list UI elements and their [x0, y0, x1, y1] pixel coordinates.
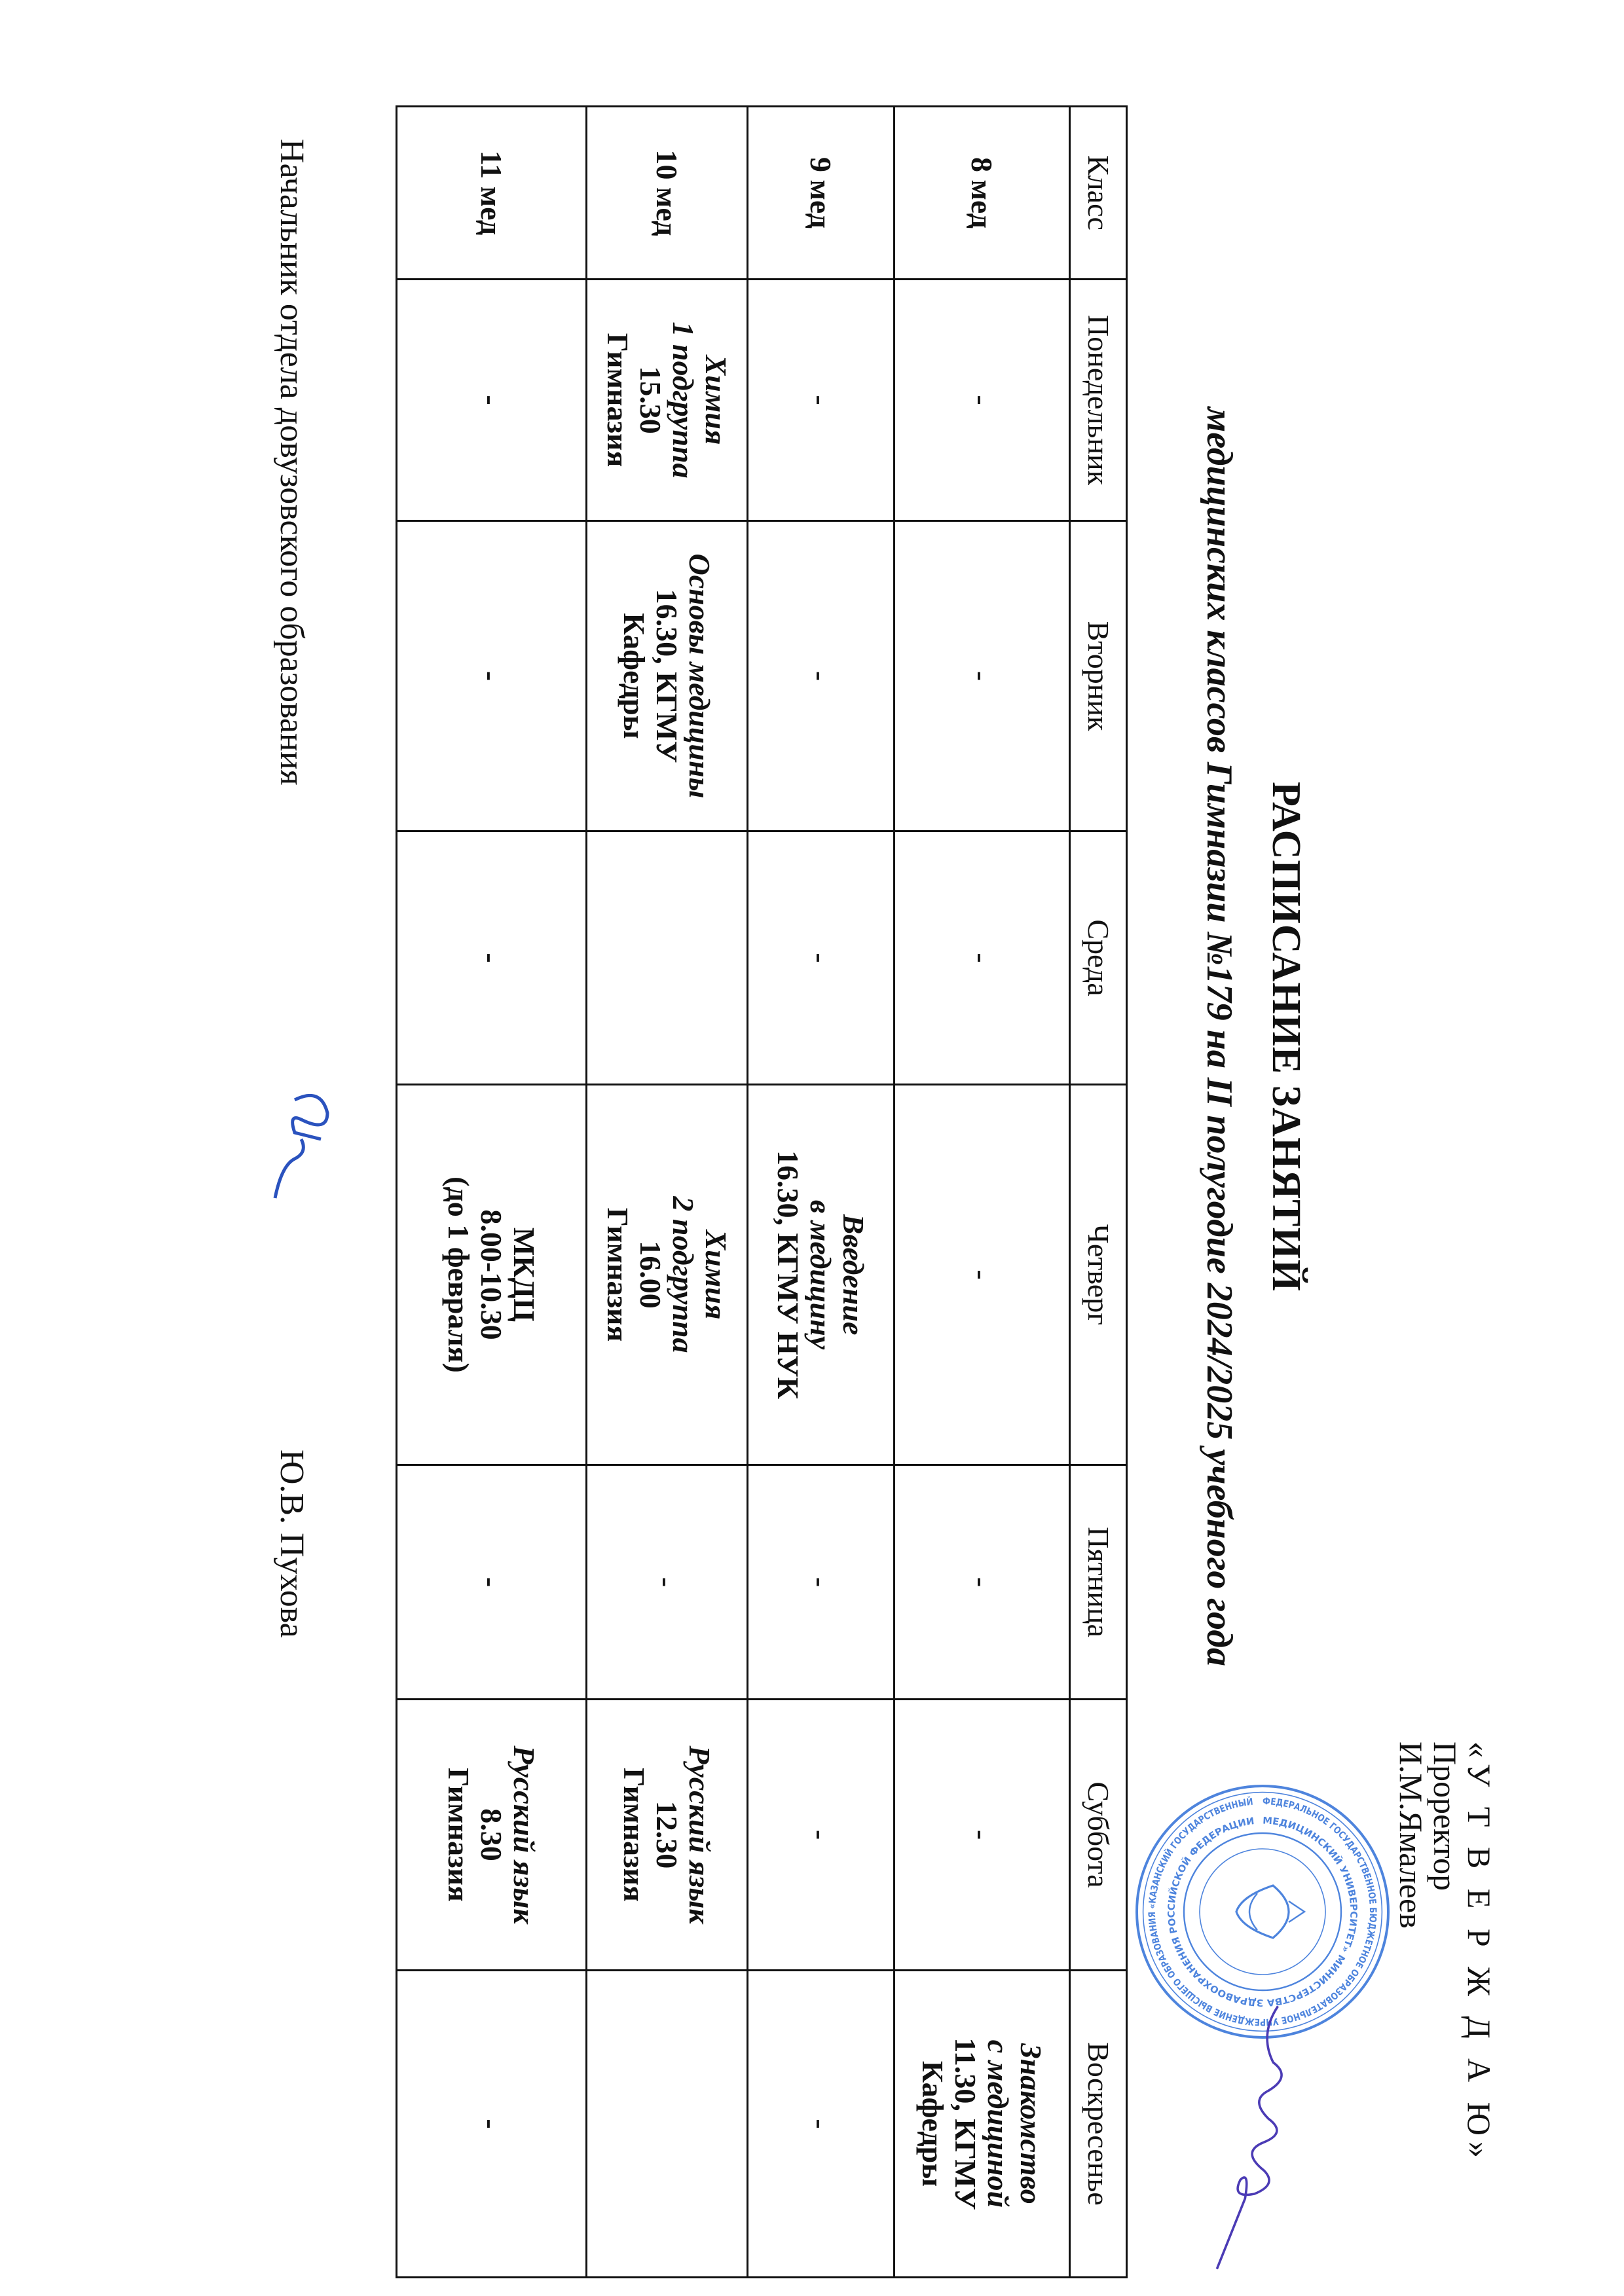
schedule-cell	[895, 831, 1070, 1085]
column-header: Четверг	[1070, 1085, 1127, 1465]
schedule-cell	[587, 831, 748, 1085]
class-cell: 11 мед	[397, 107, 587, 280]
head-signature	[268, 1080, 341, 1211]
info-line: МКДЦ	[507, 1227, 542, 1322]
info-line: -	[804, 1576, 838, 1588]
approval-name: И.М.Ямалеев	[1393, 1741, 1430, 1929]
info-line: -	[965, 1576, 999, 1588]
column-header: Понедельник	[1070, 280, 1127, 521]
schedule-cell	[587, 1465, 748, 1700]
subject-line: 2 подгруппа	[667, 1196, 701, 1353]
subject-line: с медициной	[982, 2039, 1016, 2208]
info-line: Гимназия	[601, 333, 635, 467]
approval-position: Проректор	[1427, 1741, 1464, 1891]
column-header: Вторник	[1070, 521, 1127, 831]
schedule-table	[396, 105, 1128, 2278]
class-cell: 8 мед	[895, 107, 1070, 280]
schedule-cell	[397, 1085, 587, 1465]
footer-name: Ю.В. Пухова	[273, 1449, 310, 1638]
schedule-cell	[748, 1085, 895, 1465]
schedule-cell	[587, 1700, 748, 1971]
subject-line: Знакомство	[1014, 2043, 1048, 2204]
table-row	[397, 107, 587, 2278]
schedule-cell	[895, 1971, 1070, 2278]
info-line: 16.30, КГМУ	[650, 589, 684, 763]
schedule-cell	[397, 1971, 587, 2278]
column-header: Класс	[1070, 107, 1127, 280]
info-line: -	[475, 670, 509, 682]
schedule-cell	[397, 1700, 587, 1971]
subject-line: 1 подгруппа	[667, 321, 701, 479]
info-line: 8.30	[475, 1808, 509, 1861]
schedule-cell	[587, 280, 748, 521]
schedule-cell	[587, 1971, 748, 2278]
info-line: 15.30	[634, 366, 668, 434]
subject-line: Основы медицины	[683, 553, 717, 799]
info-line: 12.30	[650, 1800, 684, 1869]
schedule-cell	[587, 521, 748, 831]
class-cell: 10 мед	[587, 107, 748, 280]
info-line: -	[965, 670, 999, 682]
column-header: Пятница	[1070, 1465, 1127, 1700]
info-line: 16.30, КГМУ НУК	[771, 1150, 805, 1400]
info-line: -	[475, 395, 509, 405]
footer-position: Начальник отдела довузовского образования	[273, 139, 310, 786]
info-line: -	[965, 1269, 999, 1280]
info-line: 16.00	[634, 1241, 668, 1309]
subject-line: Введение	[837, 1214, 871, 1336]
schedule-cell	[397, 521, 587, 831]
info-line: Гимназия	[601, 1207, 635, 1342]
info-line: Гимназия	[618, 1768, 652, 1902]
info-line: -	[804, 670, 838, 682]
class-cell: 9 мед	[748, 107, 895, 280]
info-line: 11.30, КГМУ	[949, 2037, 983, 2210]
schedule-cell	[895, 1465, 1070, 1700]
svg-text:МЕДИЦИНСКИЙ УНИВЕРСИТЕТ» МИНИС: МЕДИЦИНСКИЙ УНИВЕРСИТЕТ» МИНИСТЕРСТВА ЗДРАВООХРАНЕНИЯ РОССИЙСКОЙ ФЕДЕРАЦИИ	[1166, 1815, 1359, 2008]
schedule-cell	[895, 280, 1070, 521]
subject-line: Химия	[699, 355, 733, 445]
subject-line: Русский язык	[507, 1745, 542, 1924]
table-row	[895, 107, 1070, 2278]
schedule-cell	[895, 521, 1070, 831]
schedule-cell	[748, 280, 895, 521]
table-header-row	[1070, 107, 1127, 2278]
subject-line: в медицину	[804, 1199, 838, 1350]
schedule-cell	[397, 1465, 587, 1700]
subject-line: Химия	[699, 1230, 733, 1320]
schedule-cell	[397, 280, 587, 521]
info-line: 8.00-10.30	[475, 1209, 509, 1340]
schedule-cell	[748, 1700, 895, 1971]
info-line: Кафедры	[916, 2060, 950, 2187]
approval-heading: «У Т В Е Р Ж Д А Ю»	[1461, 1741, 1498, 2164]
info-line: -	[475, 1576, 509, 1588]
info-line: Гимназия	[442, 1768, 476, 1902]
schedule-cell	[748, 521, 895, 831]
document-subtitle: медицинских классов Гимназии №179 на II полугодие 2024/2025 учебного года	[1199, 407, 1240, 1667]
info-line: -	[475, 953, 509, 963]
column-header: Среда	[1070, 831, 1127, 1085]
info-line: -	[965, 1829, 999, 1840]
info-line: -	[804, 2119, 838, 2129]
info-line: -	[965, 953, 999, 963]
info-line: -	[804, 953, 838, 963]
subject-line: Русский язык	[683, 1745, 717, 1924]
info-line: (до 1 февраля)	[442, 1176, 476, 1373]
table-row	[748, 107, 895, 2278]
info-line: -	[650, 1576, 684, 1588]
info-line: -	[475, 2119, 509, 2129]
schedule-cell	[587, 1085, 748, 1465]
column-header: Суббота	[1070, 1700, 1127, 1971]
document-title: РАСПИСАНИЕ ЗАНЯТИЙ	[1264, 782, 1308, 1292]
info-line: -	[804, 1829, 838, 1840]
schedule-cell	[895, 1085, 1070, 1465]
approval-block	[1394, 1741, 1496, 2164]
info-line: Кафедры	[618, 613, 652, 739]
schedule-cell	[748, 1465, 895, 1700]
schedule-cell	[748, 831, 895, 1085]
svg-text:ФЕДЕРАЛЬНОЕ ГОСУДАРСТВЕННОЕ БЮ: ФЕДЕРАЛЬНОЕ ГОСУДАРСТВЕННОЕ БЮДЖЕТНОЕ ОБРАЗОВАТЕЛЬНОЕ УЧРЕЖДЕНИЕ ВЫСШЕГО ОБРАЗОВАНИЯ «КАЗАНСКИЙ ГОСУДАРСТВЕННЫЙ	[1147, 1796, 1378, 2028]
info-line: -	[804, 395, 838, 405]
table-row	[587, 107, 748, 2278]
column-header: Воскресенье	[1070, 1971, 1127, 2278]
info-line: -	[965, 395, 999, 405]
schedule-cell	[748, 1971, 895, 2278]
schedule-cell	[397, 831, 587, 1085]
schedule-cell	[895, 1700, 1070, 1971]
